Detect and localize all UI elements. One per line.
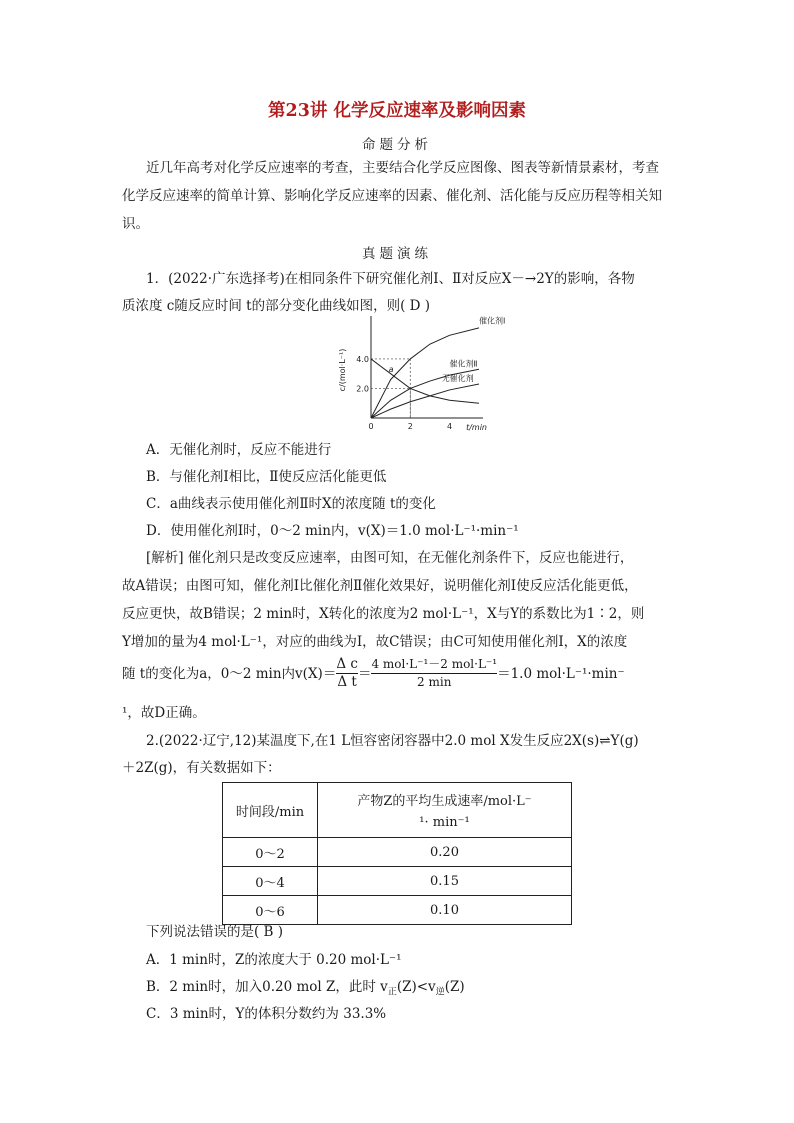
q1-option-a: A．无催化剂时，反应不能进行	[146, 442, 332, 458]
q2-option-b-mid: (Z)<v	[396, 979, 436, 995]
table-cell-period: 0～6	[223, 896, 318, 925]
q2-stem-line-2: ＋2Z(g)，有关数据如下：	[122, 760, 281, 776]
intro-line-3: 识。	[122, 216, 149, 232]
page-title: 第23讲 化学反应速率及影响因素	[268, 101, 526, 121]
table-header-rate	[318, 783, 572, 838]
table-row	[223, 838, 572, 867]
q2-prompt: 下列说法错误的是( B )	[146, 924, 284, 940]
q1-option-c: C．a曲线表示使用催化剂Ⅱ时X的浓度随 t的变化	[146, 496, 436, 512]
formula-numerator-2: 4 mol·L⁻¹－2 mol·L⁻¹	[371, 656, 497, 674]
q1-stem-line-1: 1．(2022·广东选择考)在相同条件下研究催化剂Ⅰ、Ⅱ对反应X－→2Y的影响，各物	[146, 271, 635, 287]
q2-option-b	[146, 977, 465, 1003]
concentration-time-chart	[335, 316, 506, 436]
table-cell-rate: 0.20	[318, 838, 572, 867]
x-tick-label: 4	[446, 422, 453, 431]
analysis-line-4: Y增加的量为4 mol·L⁻¹，对应的曲线为Ⅰ，故C错误；由C可知使用催化剂Ⅰ，X的浓度	[122, 634, 628, 650]
analysis-line-3: 反应更快，故B错误；2 min时，X转化的浓度为2 mol·L⁻¹，X与Y的系数比为1∶2，则	[122, 606, 645, 622]
table-header-row	[223, 783, 572, 838]
formula-numerator-1: Δ c	[336, 656, 358, 672]
y-axis-label: c/(mol·L⁻¹)	[338, 348, 347, 392]
intro-line-1: 近几年高考对化学反应速率的考查，主要结合化学反应图像、图表等新情景素材，考查	[146, 160, 659, 176]
curve-a-label: a	[388, 365, 394, 375]
series-line-2	[371, 384, 479, 418]
table-row	[223, 867, 572, 896]
table-header-period: 时间段/min	[223, 783, 318, 838]
q2-option-b-sub-forward: 正	[387, 987, 397, 998]
rate-data-table	[222, 782, 572, 925]
q2-option-b-text: B．2 min时，加入0.20 mol Z，此时 v	[146, 979, 388, 995]
table-cell-period: 0～4	[223, 867, 318, 896]
table-header-rate-line2: ¹· min⁻¹	[419, 815, 470, 830]
series-label: 催化剂Ⅰ	[479, 316, 506, 326]
analysis-line-end: ¹，故D正确。	[122, 705, 206, 721]
formula-denominator-1: Δ t	[337, 674, 357, 690]
intro-line-2: 化学反应速率的简单计算、影响化学反应速率的因素、催化剂、活化能与反应历程等相关知	[122, 188, 662, 204]
table-header-rate-line1: 产物Z的平均生成速率/mol·L⁻	[357, 794, 532, 809]
x-axis-label: t/min	[466, 423, 487, 432]
y-tick-label: 2.0	[356, 384, 369, 394]
q2-option-b-end: (Z)	[444, 979, 465, 995]
q1-option-b: B．与催化剂Ⅰ相比，Ⅱ使反应活化能更低	[146, 469, 387, 485]
table-row	[223, 896, 572, 925]
q2-option-c: C．3 min时，Y的体积分数约为 33.3%	[146, 1006, 387, 1022]
section-heading-analysis: 命题分析	[362, 137, 432, 153]
table-cell-rate: 0.15	[318, 867, 572, 896]
x-tick-label: 0	[368, 422, 374, 431]
section-heading-practice: 真题演练	[362, 246, 432, 262]
q1-option-d: D．使用催化剂Ⅰ时，0～2 min内，v(X)＝1.0 mol·L⁻¹·min⁻¹	[146, 523, 519, 539]
x-tick-label: 2	[407, 422, 413, 431]
formula-equals: ＝	[357, 665, 372, 682]
formula-denominator-2: 2 min	[417, 675, 452, 689]
q2-option-b-sub-reverse: 逆	[435, 987, 445, 998]
formula-fraction-delta	[336, 656, 358, 691]
table-cell-rate: 0.10	[318, 896, 572, 925]
formula-fraction-values	[371, 656, 497, 691]
analysis-line-2: 故A错误；由图可知，催化剂Ⅰ比催化剂Ⅱ催化效果好，说明催化剂Ⅰ使反应活化能更低，	[122, 578, 638, 594]
q1-stem-line-2: 质浓度 c随反应时间 t的部分变化曲线如图，则( D )	[122, 298, 431, 314]
formula-suffix: ＝1.0 mol·L⁻¹·min⁻	[497, 665, 625, 682]
series-label: 无催化剂	[441, 374, 474, 384]
y-tick-label: 4.0	[356, 354, 369, 364]
table-cell-period: 0～2	[223, 838, 318, 867]
series-label: 催化剂Ⅱ	[449, 359, 478, 369]
analysis-formula-line	[122, 656, 625, 691]
formula-prefix: 随 t的变化为a，0～2 min内v(X)＝	[122, 665, 337, 682]
analysis-line-1: [解析] 催化剂只是改变反应速率，由图可知，在无催化剂条件下，反应也能进行，	[146, 550, 634, 566]
q2-stem-line-1: 2.(2022·辽宁,12)某温度下,在1 L恒容密闭容器中2.0 mol X发生反应2X(s)⇌Y(g)	[146, 733, 639, 749]
q2-option-a: A．1 min时，Z的浓度大于 0.20 mol·L⁻¹	[146, 952, 402, 968]
